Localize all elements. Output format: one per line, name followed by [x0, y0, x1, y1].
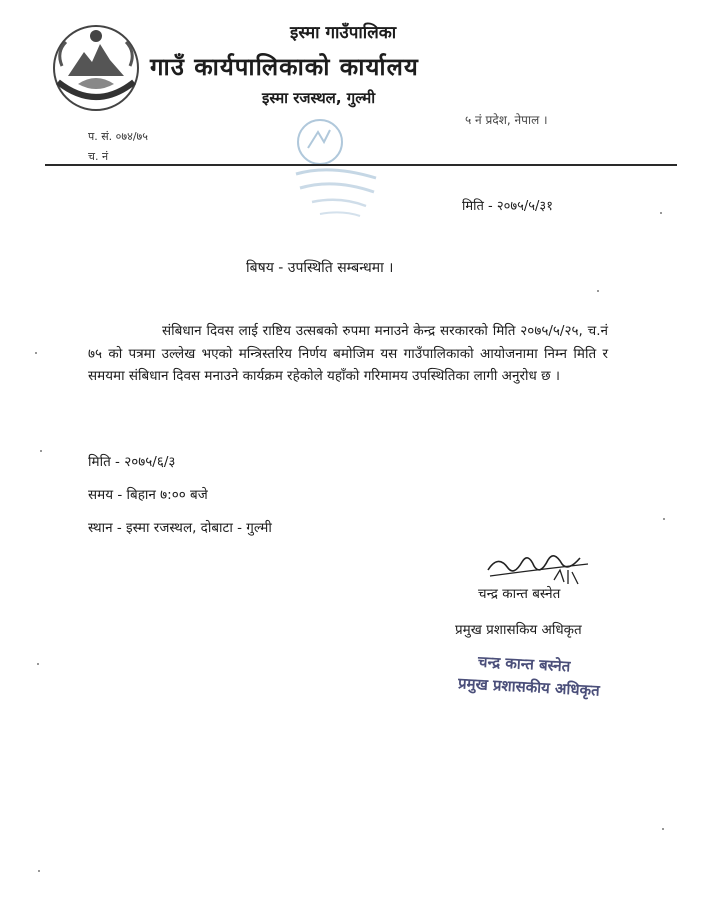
- municipality-name: इस्मा गाउँपालिका: [290, 23, 397, 43]
- reference-number: प. सं. ०७४/७५: [88, 130, 148, 143]
- scan-speck: [597, 290, 599, 292]
- scan-speck: [40, 450, 42, 452]
- province-label: ५ नं प्रदेश, नेपाल ।: [465, 113, 548, 127]
- scan-speck: [662, 828, 664, 830]
- nepal-emblem-logo: [48, 22, 144, 114]
- header-divider: [45, 164, 677, 166]
- name-seal: चन्द्र कान्त बस्नेत: [477, 652, 571, 676]
- event-time: समय - बिहान ७:०० बजे: [88, 487, 208, 503]
- event-place: स्थान - इस्मा रजस्थल, दोबाटा - गुल्मी: [88, 520, 272, 536]
- dispatch-number: च. नं: [88, 150, 109, 163]
- office-address: इस्मा रजस्थल, गुल्मी: [262, 89, 376, 107]
- letter-date: मिति - २०७५/५/३१: [462, 199, 553, 214]
- office-title: गाउँ कार्यपालिकाको कार्यालय: [150, 53, 419, 81]
- letter-subject: बिषय - उपस्थिति सम्बन्धमा ।: [246, 260, 394, 276]
- office-stamp: [290, 112, 390, 224]
- scan-speck: [37, 663, 39, 665]
- scan-speck: [663, 518, 665, 520]
- scan-speck: [660, 212, 662, 214]
- scan-speck: [38, 870, 40, 872]
- scan-speck: [35, 352, 37, 354]
- handwritten-signature: [484, 540, 594, 590]
- event-date: मिति - २०७५/६/३: [88, 454, 176, 470]
- signatory-designation: प्रमुख प्रशासकिय अधिकृत: [455, 622, 582, 638]
- letter-body: संबिधान दिवस लाई राष्टिय उत्सबको रुपमा मनाउने केन्द्र सरकारको मिति २०७५/५/२५, च.नं ७५ को पत्रमा उल्लेख भएको मन्त्रिस्तरिय निर्णय बमोजिम यस गाउँपालिकाको आयोजनामा निम्न मिति र समयमा संबिधान दिवस मनाउने कार्यक्रम रहेकोले यहाँको गरिमामय उपस्थितिका लागी अनुरोध छ ।: [88, 323, 608, 384]
- signatory-name: चन्द्र कान्त बस्नेत: [478, 586, 561, 602]
- designation-seal: प्रमुख प्रशासकीय अधिकृत: [457, 674, 601, 700]
